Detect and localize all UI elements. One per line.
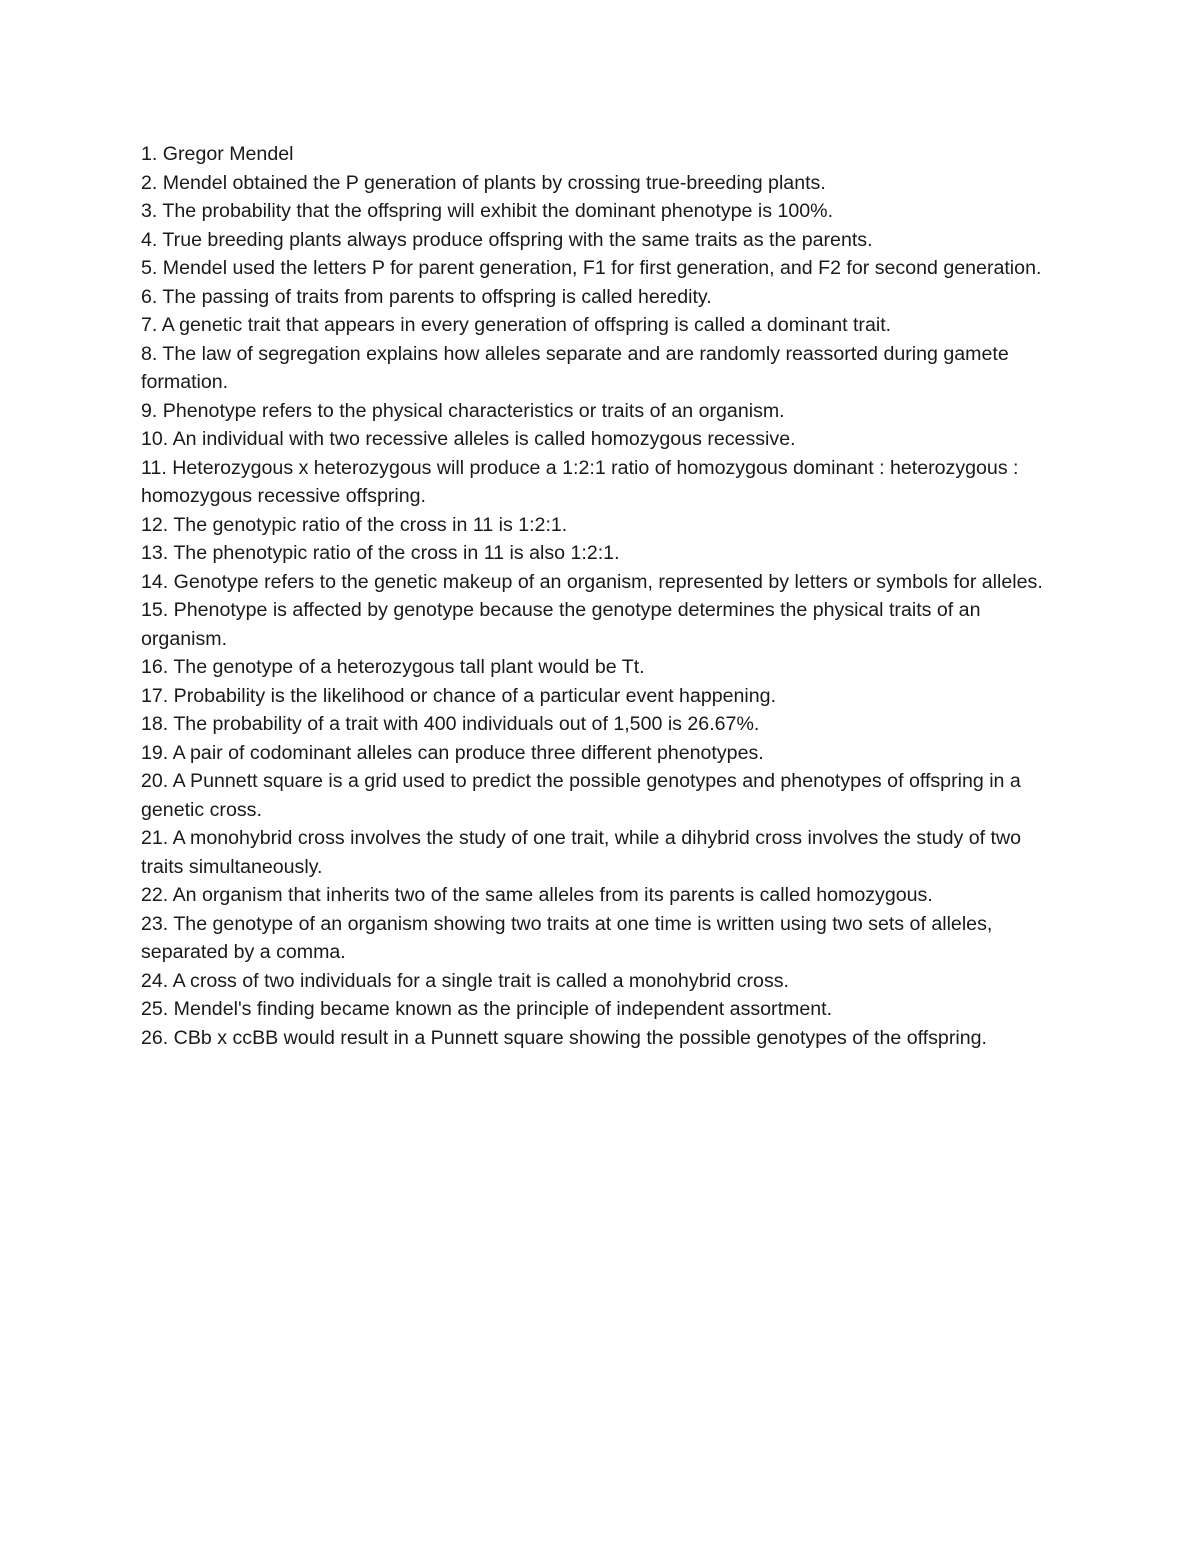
answer-item: 19. A pair of codominant alleles can produce three different phenotypes. xyxy=(141,741,764,764)
answer-item: 11. Heterozygous x heterozygous will produce a 1:2:1 ratio of homozygous dominant : heterozygous : homozygous recessive offspring. xyxy=(141,456,1019,507)
answer-item: 9. Phenotype refers to the physical characteristics or traits of an organism. xyxy=(141,399,785,422)
answer-item: 17. Probability is the likelihood or chance of a particular event happening. xyxy=(141,684,777,707)
answer-item: 23. The genotype of an organism showing two traits at one time is written using two sets of alleles, separated by a comma. xyxy=(141,912,993,963)
answer-item: 20. A Punnett square is a grid used to predict the possible genotypes and phenotypes of offspring in a genetic cross. xyxy=(141,770,1021,821)
answer-item: 5. Mendel used the letters P for parent generation, F1 for first generation, and F2 for second generation. xyxy=(141,257,1042,279)
answer-item: 12. The genotypic ratio of the cross in 11 is 1:2:1. xyxy=(141,513,568,536)
answer-item: 15. Phenotype is affected by genotype because the genotype determines the physical traits of an organism. xyxy=(141,599,981,650)
answer-item: 14. Genotype refers to the genetic makeup of an organism, represented by letters or symbols for alleles. xyxy=(141,570,1043,593)
answer-list xyxy=(141,140,1056,1052)
answer-item: 18. The probability of a trait with 400 individuals out of 1,500 is 26.67%. xyxy=(141,713,760,735)
answer-item: 25. Mendel's finding became known as the principle of independent assortment. xyxy=(141,998,833,1020)
answer-item: 1. Gregor Mendel xyxy=(141,143,294,165)
answer-item: 13. The phenotypic ratio of the cross in 11 is also 1:2:1. xyxy=(141,542,620,564)
answer-item: 3. The probability that the offspring will exhibit the dominant phenotype is 100%. xyxy=(141,200,834,222)
answer-item: 26. CBb x ccBB would result in a Punnett square showing the possible genotypes of the offspring. xyxy=(141,1026,987,1049)
answer-item: 8. The law of segregation explains how alleles separate and are randomly reassorted during gamete formation. xyxy=(141,342,1009,393)
answer-item: 7. A genetic trait that appears in every generation of offspring is called a dominant trait. xyxy=(141,314,892,336)
answer-item: 21. A monohybrid cross involves the study of one trait, while a dihybrid cross involves the study of two traits simultaneously. xyxy=(141,827,1021,878)
answer-item: 22. An organism that inherits two of the same alleles from its parents is called homozygous. xyxy=(141,884,933,906)
answer-item: 6. The passing of traits from parents to offspring is called heredity. xyxy=(141,285,712,308)
answer-item: 10. An individual with two recessive alleles is called homozygous recessive. xyxy=(141,428,796,450)
answer-item: 16. The genotype of a heterozygous tall plant would be Tt. xyxy=(141,656,645,678)
answer-item: 2. Mendel obtained the P generation of plants by crossing true-breeding plants. xyxy=(141,171,826,194)
answer-item: 24. A cross of two individuals for a single trait is called a monohybrid cross. xyxy=(141,969,789,992)
answer-item: 4. True breeding plants always produce offspring with the same traits as the parents. xyxy=(141,228,873,251)
